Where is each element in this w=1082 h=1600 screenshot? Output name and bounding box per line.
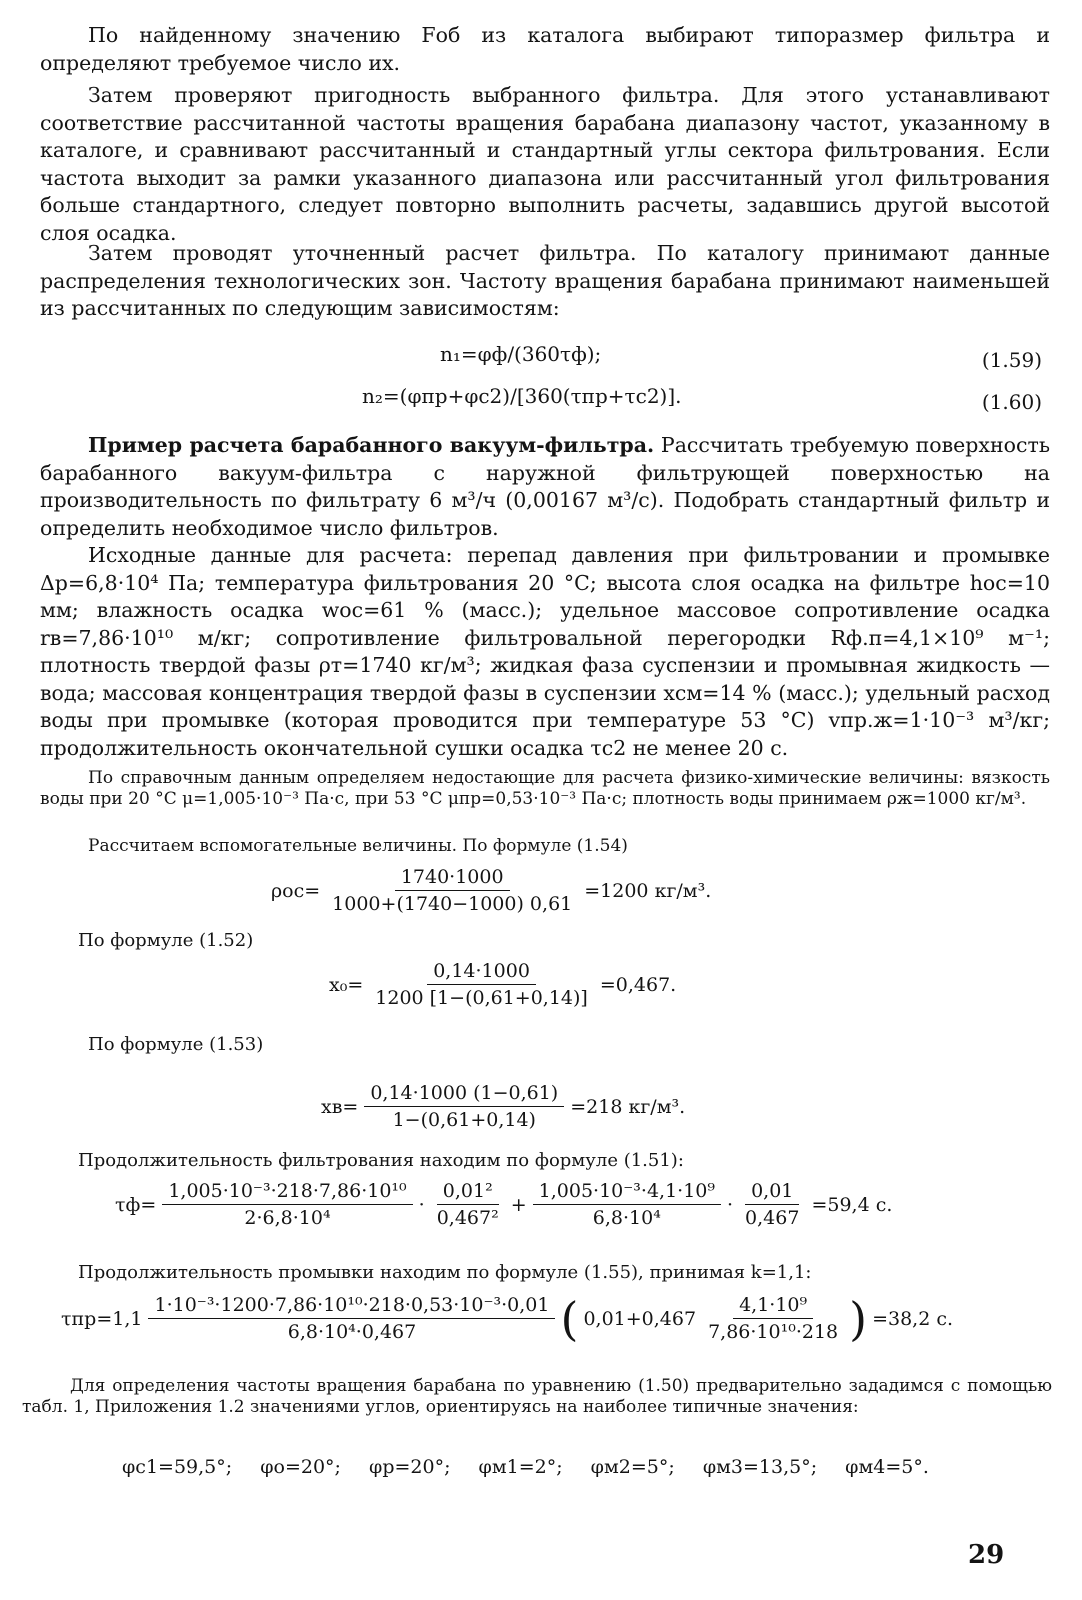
angle-phi-m1: φм1=2°;: [478, 1456, 563, 1478]
paragraph-3: Затем проводят уточненный расчет фильтра. По каталогу принимают данные распределения технологических зон. Частоту вращения барабана принимают наименьшей из рассчитанных по следующим зависимостям:: [40, 241, 1050, 320]
angle-phi-o: φо=20°;: [260, 1456, 341, 1478]
fraction: [364, 1082, 564, 1131]
fraction: [702, 1294, 844, 1343]
equation-1-59: [0, 342, 1082, 372]
angle-phi-m2: φм2=5°;: [590, 1456, 675, 1478]
paragraph-1: По найденному значению Fоб из каталога выбирают типоразмер фильтра и определяют требуемое число их.: [40, 23, 1050, 75]
fraction-numerator: 1,005·10⁻³·4,1·10⁹: [533, 1180, 721, 1205]
equation-text: n₁=φф/(360τф);: [440, 342, 602, 366]
fraction: [533, 1180, 721, 1229]
fraction: [162, 1180, 412, 1229]
formula-lhs: τпр=1,1: [61, 1307, 143, 1330]
fraction-numerator: 0,01²: [437, 1180, 499, 1205]
formula-lhs: xв=: [321, 1095, 359, 1118]
by-formula-1-53: По формуле (1.53): [88, 1034, 264, 1055]
fraction: [148, 1294, 555, 1343]
example-paragraph: [40, 432, 1050, 542]
fraction-denominator: 2·6,8·10⁴: [244, 1207, 331, 1229]
formula-tau-pr: [58, 1291, 956, 1346]
paragraph-2: Затем проверяют пригодность выбранного фильтра. Для этого устанавливают соответствие рассчитанной частоты вращения барабана диапазону частот, указанному в каталоге, и сравнивают рассчитанный и стандартный углы сектора фильтрования. Если частота выходит за рамки указанного диапазона или рассчитанный угол фильтрования больше стандартного, следует повторно выполнить расчеты, задавшись другой высотой слоя осадка.: [40, 83, 1050, 245]
formula-rho-os: [268, 866, 714, 915]
angle-phi-r: φр=20°;: [369, 1456, 451, 1478]
equation-number: (1.59): [981, 348, 1042, 372]
page-number: 29: [968, 1540, 1005, 1570]
fraction-denominator: 6,8·10⁴: [592, 1207, 661, 1229]
fraction-numerator: 0,14·1000 (1−0,61): [364, 1082, 564, 1107]
multiply-sign: ·: [418, 1193, 425, 1216]
formula-rhs: =0,467.: [599, 973, 677, 996]
equation-1-60: [0, 384, 1082, 414]
formula-rhs: =59,4 с.: [811, 1193, 893, 1216]
fraction: [431, 1180, 505, 1229]
equation-number: (1.60): [981, 390, 1042, 414]
fraction-numerator: 1,005·10⁻³·218·7,86·10¹⁰: [162, 1180, 412, 1205]
formula-x0: [326, 960, 679, 1009]
multiply-sign: ·: [727, 1193, 734, 1216]
formula-lhs: τф=: [115, 1193, 157, 1216]
angle-phi-m3: φм3=13,5°;: [702, 1456, 818, 1478]
example-heading: Пример расчета барабанного вакуум-фильтра.: [88, 433, 655, 457]
fraction-numerator: 0,01: [745, 1180, 799, 1205]
example-text: Рассчитать требуемую поверхность барабанного вакуум-фильтра с наружной фильтрующей поверхностью на производительность по фильтрату 6 м³/ч (0,00167 м³/с). Подобрать стандартный фильтр и определить необходимое число фильтров.: [40, 433, 1050, 540]
formula-rhs: =218 кг/м³.: [570, 1095, 686, 1118]
reference-data-paragraph: По справочным данным определяем недостающие для расчета физико-химические величины: вязкость воды при 20 °С μ=1,005·10⁻³ Па·с, при 53 °С μпр=0,53·10⁻³ Па·с; плотность воды принимаем ρж=1000 кг/м³.: [40, 768, 1050, 809]
fraction-denominator: 1000+(1740−1000) 0,61: [332, 893, 573, 915]
angle-values-line: [122, 1456, 951, 1478]
angle-phi-m4: φм4=5°.: [845, 1456, 929, 1478]
by-formula-1-52: По формуле (1.52): [78, 930, 254, 951]
washing-time-text: Продолжительность промывки находим по формуле (1.55), принимая k=1,1:: [78, 1262, 812, 1283]
fraction-numerator: 4,1·10⁹: [733, 1294, 813, 1319]
angles-intro-paragraph: Для определения частоты вращения барабана по уравнению (1.50) предварительно зададимся с помощью табл. 1, Приложения 1.2 значениями углов, ориентируясь на наиболее типичные значения:: [22, 1376, 1052, 1417]
inner-expression: 0,01+0,467: [583, 1307, 697, 1330]
fraction-denominator: 7,86·10¹⁰·218: [708, 1321, 839, 1343]
formula-lhs: ρос=: [271, 879, 321, 902]
equation-text: n₂=(φпр+φс2)/[360(τпр+τс2)].: [362, 384, 682, 408]
fraction: [326, 866, 578, 915]
fraction-denominator: 1200 [1−(0,61+0,14)]: [375, 987, 588, 1009]
fraction-denominator: 6,8·10⁴·0,467: [287, 1321, 417, 1343]
fraction-denominator: 1−(0,61+0,14): [392, 1109, 536, 1131]
formula-tau-f: [112, 1180, 895, 1229]
filtration-time-text: Продолжительность фильтрования находим по формуле (1.51):: [78, 1150, 684, 1171]
formula-rhs: =38,2 с.: [872, 1307, 954, 1330]
formula-xv: [318, 1082, 688, 1131]
right-parenthesis: ): [849, 1291, 868, 1346]
fraction-numerator: 1740·1000: [395, 866, 510, 891]
formula-lhs: x₀=: [329, 973, 364, 996]
fraction-numerator: 1·10⁻³·1200·7,86·10¹⁰·218·0,53·10⁻³·0,01: [148, 1294, 555, 1319]
fraction: [739, 1180, 805, 1229]
plus-sign: +: [510, 1193, 527, 1216]
fraction-denominator: 0,467: [745, 1207, 800, 1229]
fraction: [369, 960, 594, 1009]
initial-data-paragraph: Исходные данные для расчета: перепад давления при фильтровании и промывке Δp=6,8·10⁴ Па; температура фильтрования 20 °С; высота слоя осадка на фильтре hос=10 мм; влажность осадка wос=61 % (масс.); удельное массовое сопротивление осадка rв=7,86·10¹⁰ м/кг; сопротивление фильтровальной перегородки Rф.п=4,1×10⁹ м⁻¹; плотность твердой фазы ρт=1740 кг/м³; жидкая фаза суспензии и промывная жидкость — вода; массовая концентрация твердой фазы в суспензии xсм=14 % (масс.); удельный расход воды при промывке (которая проводится при температуре 53 °С) vпр.ж=1·10⁻³ м³/кг; продолжительность окончательной сушки осадка τс2 не менее 20 с.: [40, 543, 1050, 760]
angle-phi-c1: φс1=59,5°;: [122, 1456, 233, 1478]
aux-intro-text: Рассчитаем вспомогательные величины. По формуле (1.54): [88, 836, 628, 856]
left-parenthesis: (: [560, 1291, 579, 1346]
fraction-denominator: 0,467²: [436, 1207, 499, 1229]
formula-rhs: =1200 кг/м³.: [584, 879, 712, 902]
fraction-numerator: 0,14·1000: [427, 960, 536, 985]
